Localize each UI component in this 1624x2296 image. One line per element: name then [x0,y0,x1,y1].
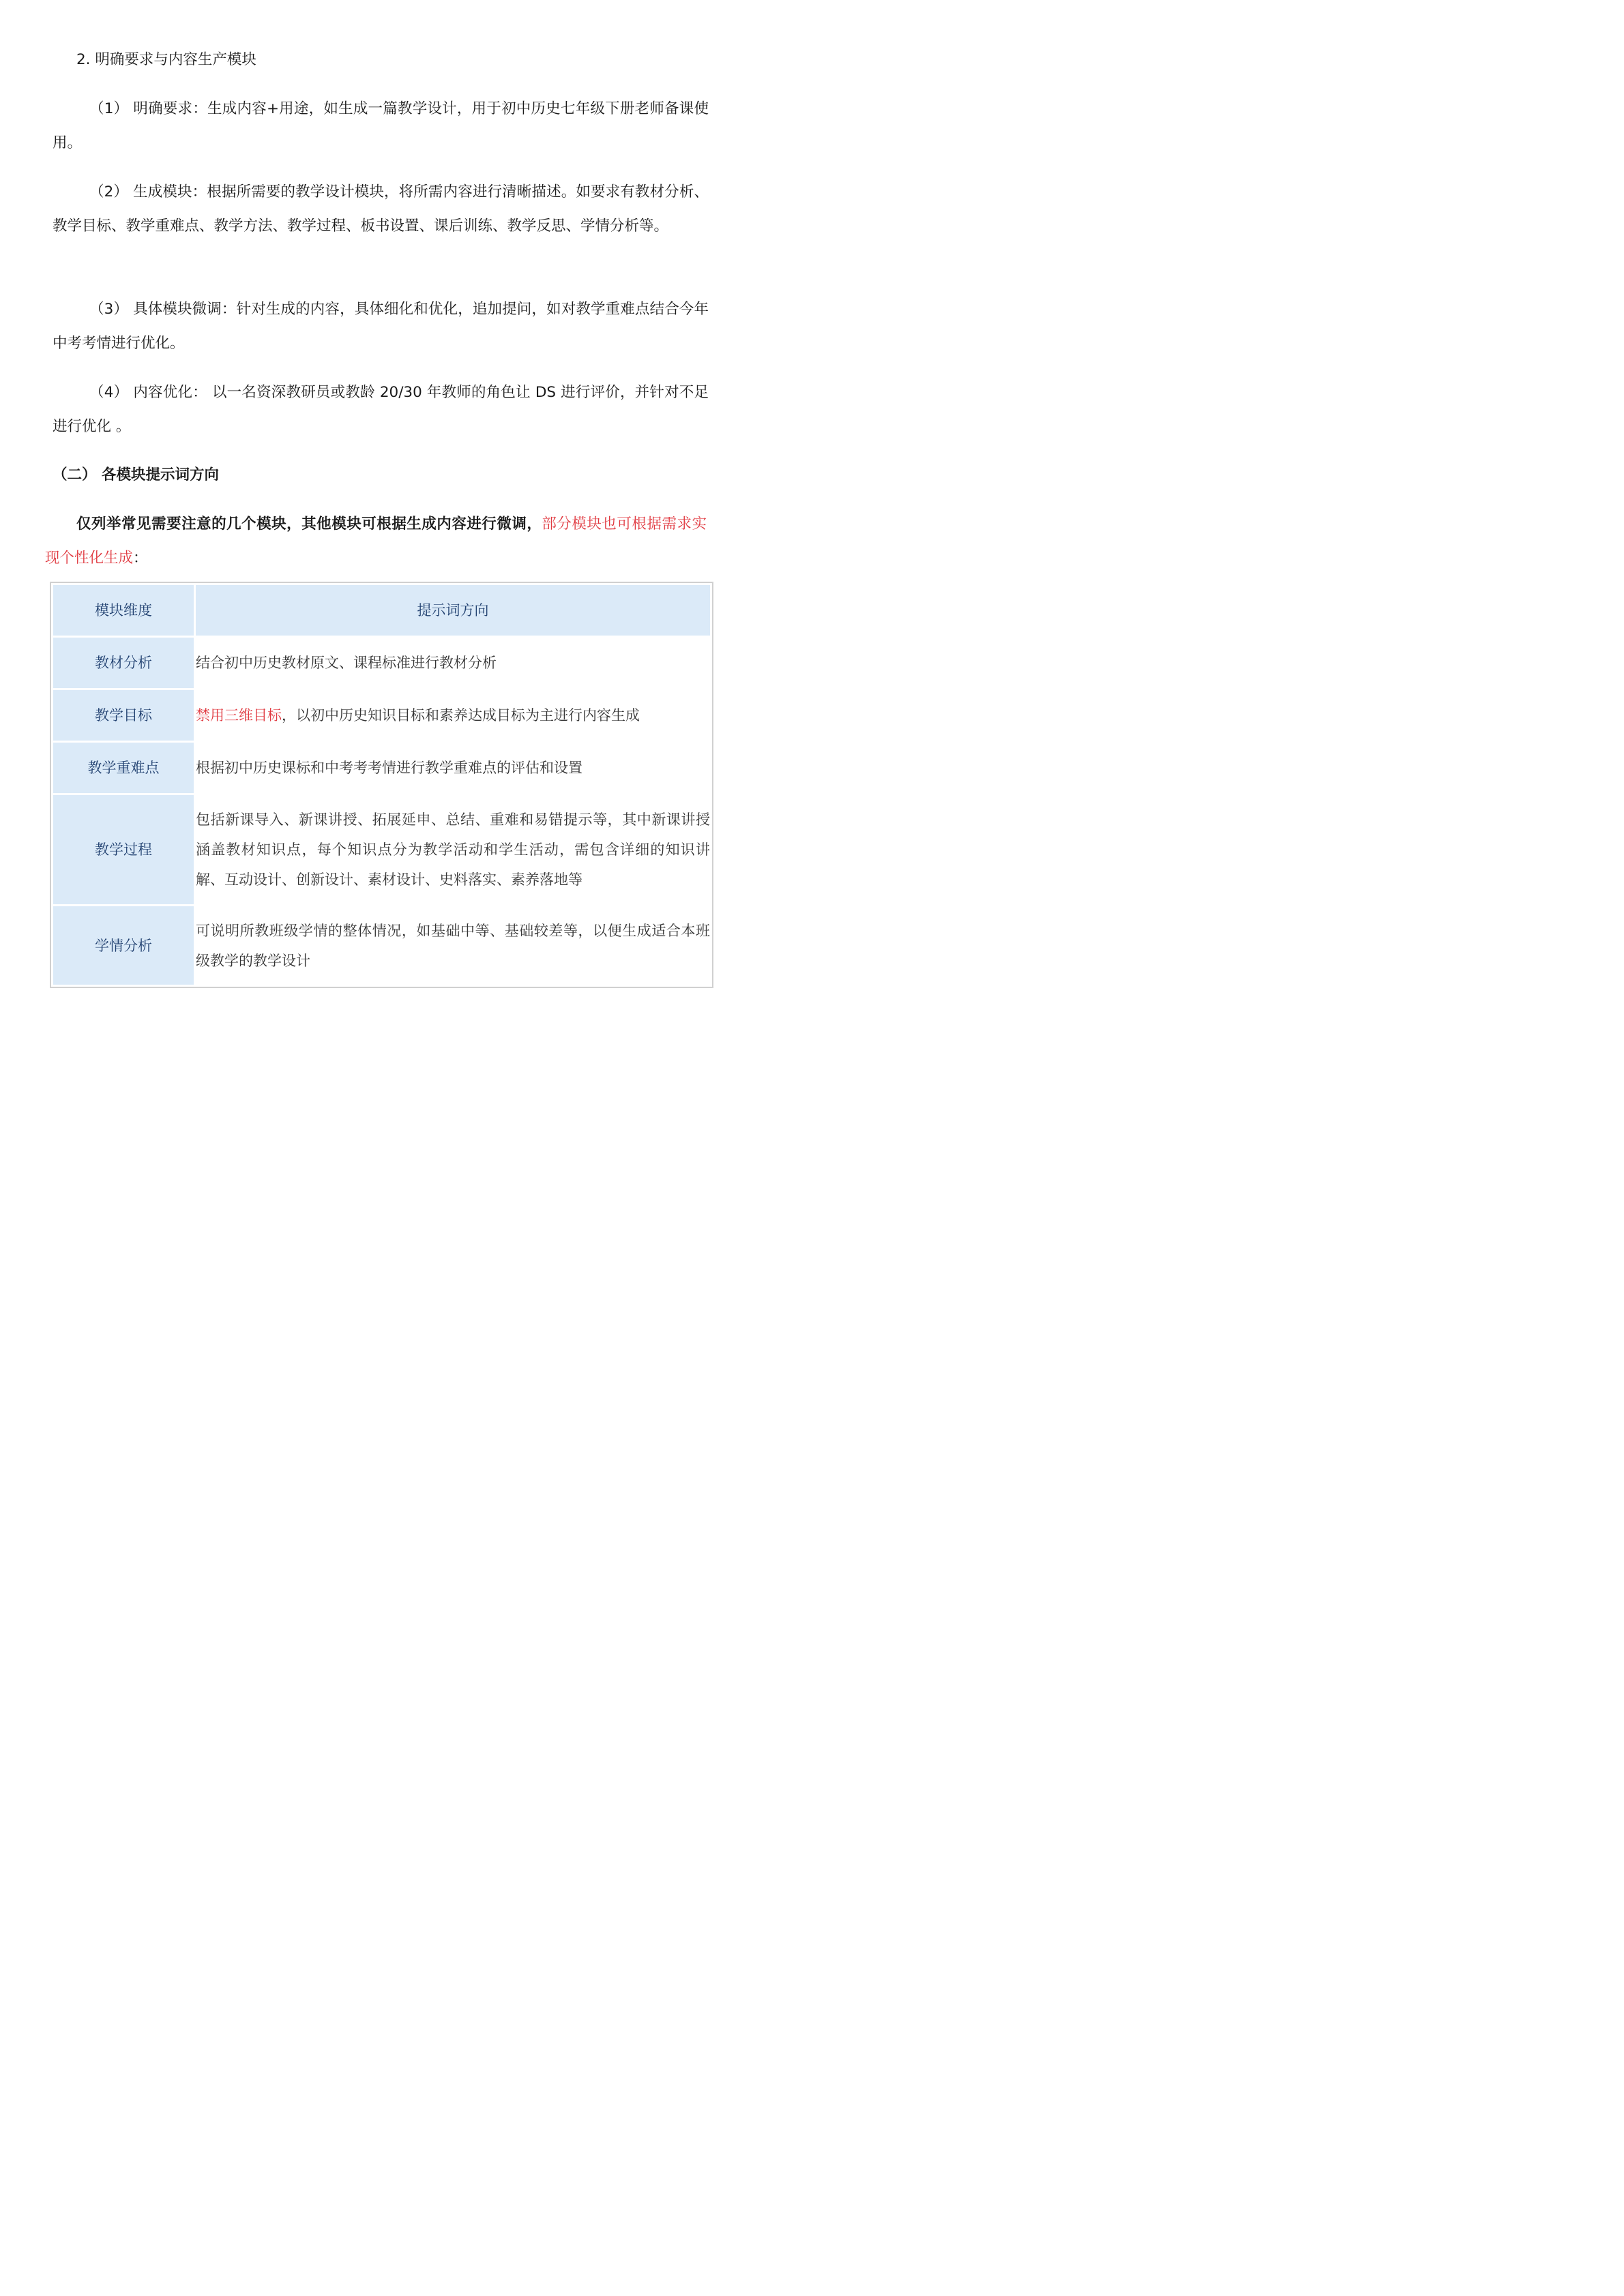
row-desc-text: 可说明所教班级学情的整体情况，如基础中等、基础较差等，以便生成适合本班级教学的教学设计 [196,922,710,969]
row-desc-text: ，以初中历史知识目标和素养达成目标为主进行内容生成 [282,707,640,724]
header-module: 模块维度 [53,585,194,636]
paragraph-requirement-1 [53,92,709,160]
row-module: 学情分析 [53,906,194,985]
item-label: （1） 明确要求： [89,100,208,117]
intro-bold-text: 仅列举常见需要注意的几个模块，其他模块可根据生成内容进行微调， [76,516,542,533]
paragraph-requirement-2 [53,175,709,243]
item-text: 生成内容+用途，如生成一篇教学设计，用于初中历史七年级下册老师备课使用。 [53,100,709,151]
paragraph-requirement-3 [53,293,709,361]
row-desc [196,906,710,985]
item-text: 针对生成的内容，具体细化和优化，追加提问，如对教学重难点结合今年中考考情进行优化。 [53,301,709,352]
section2-title: （二） 各模块提示词方向 [53,466,219,483]
intro-tail: ： [133,550,148,567]
row-desc-text: 结合初中历史教材原文、课程标准进行教材分析 [196,655,497,671]
item-label: （4） 内容优化： [89,384,207,401]
item-text: 以一名资深教研员或教龄 20/30 年教师的角色让 DS 进行评价，并针对不足进行优化 。 [53,384,709,435]
intro-red-text: 部分模块也可根据需求实现个性化生成 [45,516,707,567]
row-module: 教学重难点 [53,743,194,793]
table-row [53,906,710,985]
section-title: 2. 明确要求与内容生产模块 [76,51,256,68]
row-module: 教学过程 [53,795,194,904]
header-prompt-direction: 提示词方向 [196,585,710,636]
table-row [53,690,710,741]
row-module: 教学目标 [53,690,194,741]
intro-paragraph [45,507,707,576]
paragraph-requirement-4 [53,376,709,444]
row-red-prefix: 禁用三维目标 [196,707,282,724]
row-desc [196,795,710,904]
table-header-row [53,585,710,636]
item-label: （3） 具体模块微调： [89,301,237,318]
row-desc [196,743,710,793]
item-text: 根据所需要的教学设计模块，将所需内容进行清晰描述。如要求有教材分析、教学目标、教学重难点、教学方法、教学过程、板书设置、课后训练、教学反思、学情分析等。 [53,183,709,235]
row-desc [196,638,710,688]
table-row [53,743,710,793]
row-desc-text: 包括新课导入、新课讲授、拓展延申、总结、重难和易错提示等，其中新课讲授涵盖教材知识点，每个知识点分为教学活动和学生活动，需包含详细的知识讲解、互动设计、创新设计、素材设计、史料落实、素养落地等 [196,811,710,888]
row-desc-text: 根据初中历史课标和中考考考情进行教学重难点的评估和设置 [196,760,582,776]
table-row [53,638,710,688]
prompt-direction-table [50,582,713,988]
table-row [53,795,710,904]
item-label: （2） 生成模块： [89,183,207,200]
row-module: 教材分析 [53,638,194,688]
row-desc [196,690,710,741]
